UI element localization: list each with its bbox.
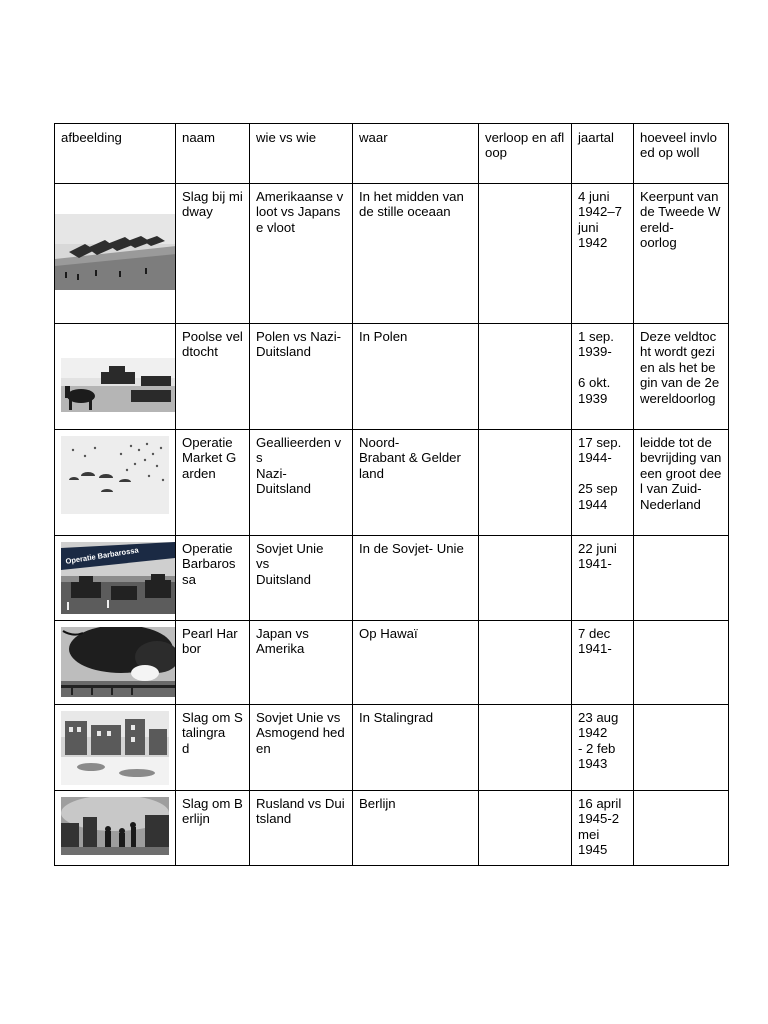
cell-verloop [479, 430, 572, 536]
header-row [55, 124, 729, 184]
header-verloop: verloop en afloop [479, 124, 572, 184]
cell-jaartal: 17 sep. 1944- 25 sep 1944 [572, 430, 634, 536]
cell-invloed: leidde tot de bevrijding van een groot deel van Zuid- Nederland [634, 430, 729, 536]
image-cell [55, 791, 176, 866]
cell-waar: In Polen [353, 324, 479, 430]
cell-naam: Operatie Barbaros sa [176, 536, 250, 621]
table-row [55, 791, 729, 866]
table-row [55, 621, 729, 705]
cell-invloed: Keerpunt van de Tweede Wereld- oorlog [634, 184, 729, 324]
pearl-harbor-smoke-photo [61, 627, 175, 697]
cell-waar: Noord- Brabant & Gelder land [353, 430, 479, 536]
header-wie-vs-wie: wie vs wie [250, 124, 353, 184]
cell-waar: In het midden van de stille oceaan [353, 184, 479, 324]
image-caption: Operatie Barbarossa [64, 545, 140, 566]
cell-verloop [479, 705, 572, 791]
cell-invloed [634, 621, 729, 705]
cell-wie: Sovjet Unie vs Asmogend heden [250, 705, 353, 791]
cell-naam: Slag bij midway [176, 184, 250, 324]
cell-waar: In de Sovjet- Unie [353, 536, 479, 621]
image-cell [55, 430, 176, 536]
aircraft-carrier-photo [55, 214, 176, 290]
cell-waar: Op Hawaï [353, 621, 479, 705]
cell-invloed: Deze veldtocht wordt gezien als het begin van de 2e wereldoorlog [634, 324, 729, 430]
table-row [55, 705, 729, 791]
table-row [55, 324, 729, 430]
cell-naam: Poolse veldtocht [176, 324, 250, 430]
header-invloed: hoeveel invloed op woll [634, 124, 729, 184]
cell-wie: Sovjet Unie vs Duitsland [250, 536, 353, 621]
cell-waar: Berlijn [353, 791, 479, 866]
cell-naam: Operatie Market Garden [176, 430, 250, 536]
berlin-battle-photo [61, 797, 169, 855]
wwii-battles-table [54, 123, 729, 866]
cell-invloed [634, 791, 729, 866]
cell-naam: Slag om Stalingra d [176, 705, 250, 791]
image-cell [55, 705, 176, 791]
cell-verloop [479, 621, 572, 705]
cell-jaartal: 22 juni 1941- [572, 536, 634, 621]
cell-waar: In Stalingrad [353, 705, 479, 791]
image-cell [55, 536, 176, 621]
cell-wie: Rusland vs Duitsland [250, 791, 353, 866]
image-cell [55, 324, 176, 430]
cell-verloop [479, 791, 572, 866]
header-jaartal: jaartal [572, 124, 634, 184]
image-cell [55, 184, 176, 324]
cell-jaartal: 7 dec 1941- [572, 621, 634, 705]
barbarossa-tanks-photo [61, 542, 175, 614]
table-row [55, 184, 729, 324]
cell-naam: Slag om Berlijn [176, 791, 250, 866]
cell-wie: Japan vs Amerika [250, 621, 353, 705]
stalingrad-ruins-photo [61, 711, 169, 785]
tanks-and-horses-photo [61, 358, 175, 412]
cell-jaartal: 4 juni 1942–7 juni 1942 [572, 184, 634, 324]
header-naam: naam [176, 124, 250, 184]
paratroopers-photo [61, 436, 169, 514]
cell-jaartal: 16 april 1945-2 mei 1945 [572, 791, 634, 866]
cell-wie: Geallieerden vs Nazi- Duitsland [250, 430, 353, 536]
cell-wie: Polen vs Nazi- Duitsland [250, 324, 353, 430]
cell-jaartal: 23 aug 1942 - 2 feb 1943 [572, 705, 634, 791]
cell-jaartal: 1 sep. 1939- 6 okt. 1939 [572, 324, 634, 430]
cell-naam: Pearl Harbor [176, 621, 250, 705]
image-cell [55, 621, 176, 705]
cell-verloop [479, 184, 572, 324]
table-row [55, 430, 729, 536]
cell-wie: Amerikaanse vloot vs Japanse vloot [250, 184, 353, 324]
cell-verloop [479, 324, 572, 430]
table-row [55, 536, 729, 621]
cell-invloed [634, 536, 729, 621]
header-waar: waar [353, 124, 479, 184]
cell-verloop [479, 536, 572, 621]
cell-invloed [634, 705, 729, 791]
header-afbeelding: afbeelding [55, 124, 176, 184]
